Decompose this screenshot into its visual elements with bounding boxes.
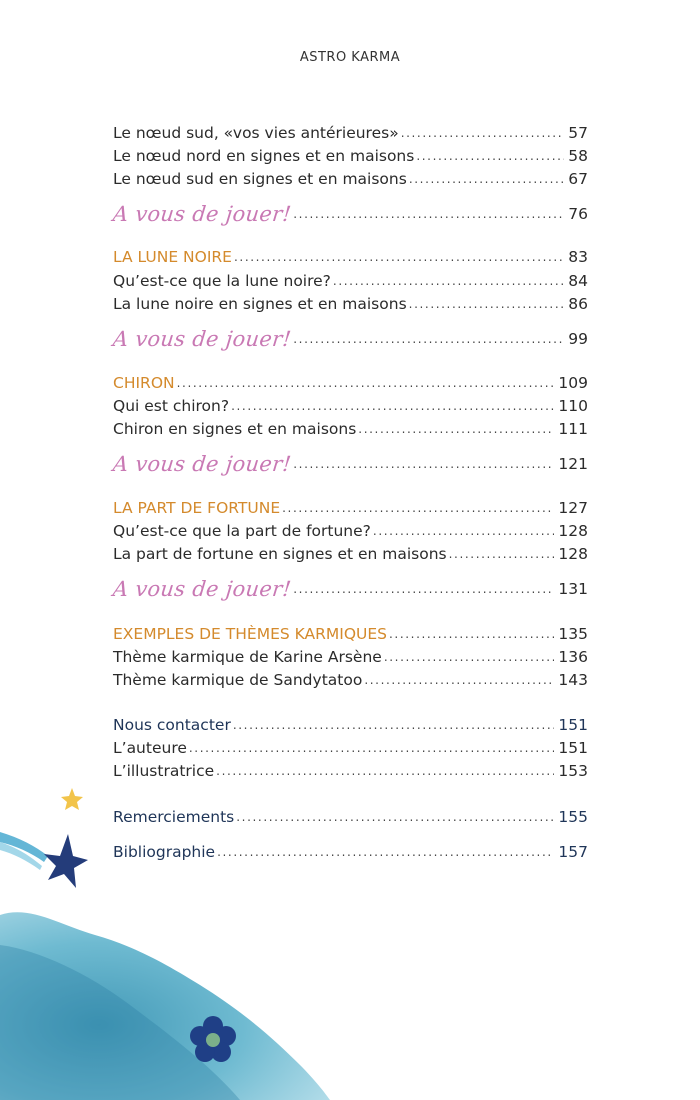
leader-dots xyxy=(389,627,554,645)
leader-dots xyxy=(449,547,555,565)
toc-entry-label: A vous de jouer! xyxy=(111,202,293,226)
leader-dots xyxy=(416,149,564,167)
shooting-star-decoration xyxy=(0,780,110,900)
toc-entry-page: 151 xyxy=(558,739,588,757)
toc-entry-page: 110 xyxy=(558,397,588,415)
toc-entry-page: 58 xyxy=(568,147,588,165)
toc-entry-label: Qu’est-ce que la lune noire? xyxy=(113,272,331,290)
leader-dots xyxy=(236,810,554,828)
toc-entry[interactable] xyxy=(113,293,588,315)
toc-entry-label: Nous contacter xyxy=(113,716,231,734)
toc-entry-page: 128 xyxy=(558,522,588,540)
toc-entry[interactable] xyxy=(113,520,588,542)
toc-entry-label: Qui est chiron? xyxy=(113,397,230,415)
toc-entry-page: 131 xyxy=(558,580,588,598)
toc-entry-label: Thème karmique de Karine Arsène xyxy=(113,648,382,666)
toc-entry-label: A vous de jouer! xyxy=(111,577,293,601)
leader-dots xyxy=(216,764,554,782)
toc-entry[interactable] xyxy=(113,270,588,292)
toc-section-label: CHIRON xyxy=(113,374,175,392)
toc-entry-label: Thème karmique de Sandytatoo xyxy=(113,671,363,689)
toc-entry-page: 109 xyxy=(558,374,588,392)
toc-section-label: LA PART DE FORTUNE xyxy=(113,499,281,517)
toc-entry[interactable] xyxy=(113,760,588,782)
toc-entry-page: 121 xyxy=(558,455,588,473)
leader-dots xyxy=(234,250,564,268)
toc-entry-page: 143 xyxy=(558,671,588,689)
toc-entry[interactable] xyxy=(113,122,588,144)
leader-dots xyxy=(384,650,555,668)
toc-entry-page: 57 xyxy=(568,124,588,142)
toc-entry-page: 151 xyxy=(558,716,588,734)
leader-dots xyxy=(217,845,554,863)
toc-entry-label: L’illustratrice xyxy=(113,762,215,780)
toc-entry-label: Bibliographie xyxy=(113,843,216,861)
leader-dots xyxy=(401,126,564,144)
leader-dots xyxy=(409,297,564,315)
toc-entry-page: 83 xyxy=(568,248,588,266)
toc-entry[interactable] xyxy=(113,395,588,417)
toc-entry-page: 135 xyxy=(558,625,588,643)
toc-entry-page: 86 xyxy=(568,295,588,313)
leader-dots xyxy=(358,422,554,440)
toc-entry[interactable] xyxy=(113,145,588,167)
toc-section[interactable] xyxy=(113,497,588,519)
leader-dots xyxy=(233,718,555,736)
toc-entry-page: 127 xyxy=(558,499,588,517)
toc-entry-label: Remerciements xyxy=(113,808,235,826)
toc-section[interactable] xyxy=(113,623,588,645)
toc-entry-play[interactable] xyxy=(113,445,588,475)
toc-contact[interactable] xyxy=(113,806,588,828)
blue-star-icon xyxy=(44,834,88,888)
leader-dots xyxy=(373,524,555,542)
leader-dots xyxy=(282,501,554,519)
toc-entry-page: 136 xyxy=(558,648,588,666)
toc-entry-page: 67 xyxy=(568,170,588,188)
toc-entry-label: Le nœud sud en signes et en maisons xyxy=(113,170,407,188)
toc-entry-page: 76 xyxy=(568,205,588,223)
leader-dots xyxy=(409,172,564,190)
toc-entry-label: Le nœud sud, «vos vies antérieures» xyxy=(113,124,399,142)
toc-entry[interactable] xyxy=(113,669,588,691)
toc-entry-play[interactable] xyxy=(113,570,588,600)
toc-entry-label: Chiron en signes et en maisons xyxy=(113,420,357,438)
toc-entry-label: A vous de jouer! xyxy=(111,327,293,351)
leader-dots xyxy=(293,207,564,225)
leader-dots xyxy=(293,332,564,350)
toc-entry[interactable] xyxy=(113,646,588,668)
toc-entry-label: La lune noire en signes et en maisons xyxy=(113,295,407,313)
toc-contact[interactable] xyxy=(113,841,588,863)
leader-dots xyxy=(293,582,554,600)
toc-entry-label: La part de fortune en signes et en maisons xyxy=(113,545,447,563)
toc-section[interactable] xyxy=(113,372,588,394)
toc-entry-label: A vous de jouer! xyxy=(111,452,293,476)
running-header: ASTRO KARMA xyxy=(299,50,401,65)
leader-dots xyxy=(231,399,554,417)
toc-entry-page: 111 xyxy=(558,420,588,438)
toc-section-label: EXEMPLES DE THÈMES KARMIQUES xyxy=(113,625,388,643)
toc-entry-page: 153 xyxy=(558,762,588,780)
leader-dots xyxy=(333,274,564,292)
toc-entry[interactable] xyxy=(113,418,588,440)
toc-entry-page: 155 xyxy=(558,808,588,826)
toc-section[interactable] xyxy=(113,246,588,268)
toc-entry[interactable] xyxy=(113,168,588,190)
toc-entry-play[interactable] xyxy=(113,320,588,350)
toc-entry-page: 99 xyxy=(568,330,588,348)
leader-dots xyxy=(293,457,554,475)
leader-dots xyxy=(189,741,555,759)
toc-entry-label: Le nœud nord en signes et en maisons xyxy=(113,147,415,165)
toc-entry-page: 128 xyxy=(558,545,588,563)
toc-entry-label: Qu’est-ce que la part de fortune? xyxy=(113,522,371,540)
leader-dots xyxy=(364,673,554,691)
leader-dots xyxy=(177,376,555,394)
toc-contact[interactable] xyxy=(113,714,588,736)
toc-entry-page: 84 xyxy=(568,272,588,290)
toc-entry-play[interactable] xyxy=(113,195,588,225)
small-gold-star-icon xyxy=(61,788,83,810)
toc-entry-page: 157 xyxy=(558,843,588,861)
watercolor-wash xyxy=(0,905,330,1100)
toc-section-label: LA LUNE NOIRE xyxy=(113,248,232,266)
toc-entry[interactable] xyxy=(113,543,588,565)
toc-entry[interactable] xyxy=(113,737,588,759)
toc-entry-label: L’auteure xyxy=(113,739,187,757)
